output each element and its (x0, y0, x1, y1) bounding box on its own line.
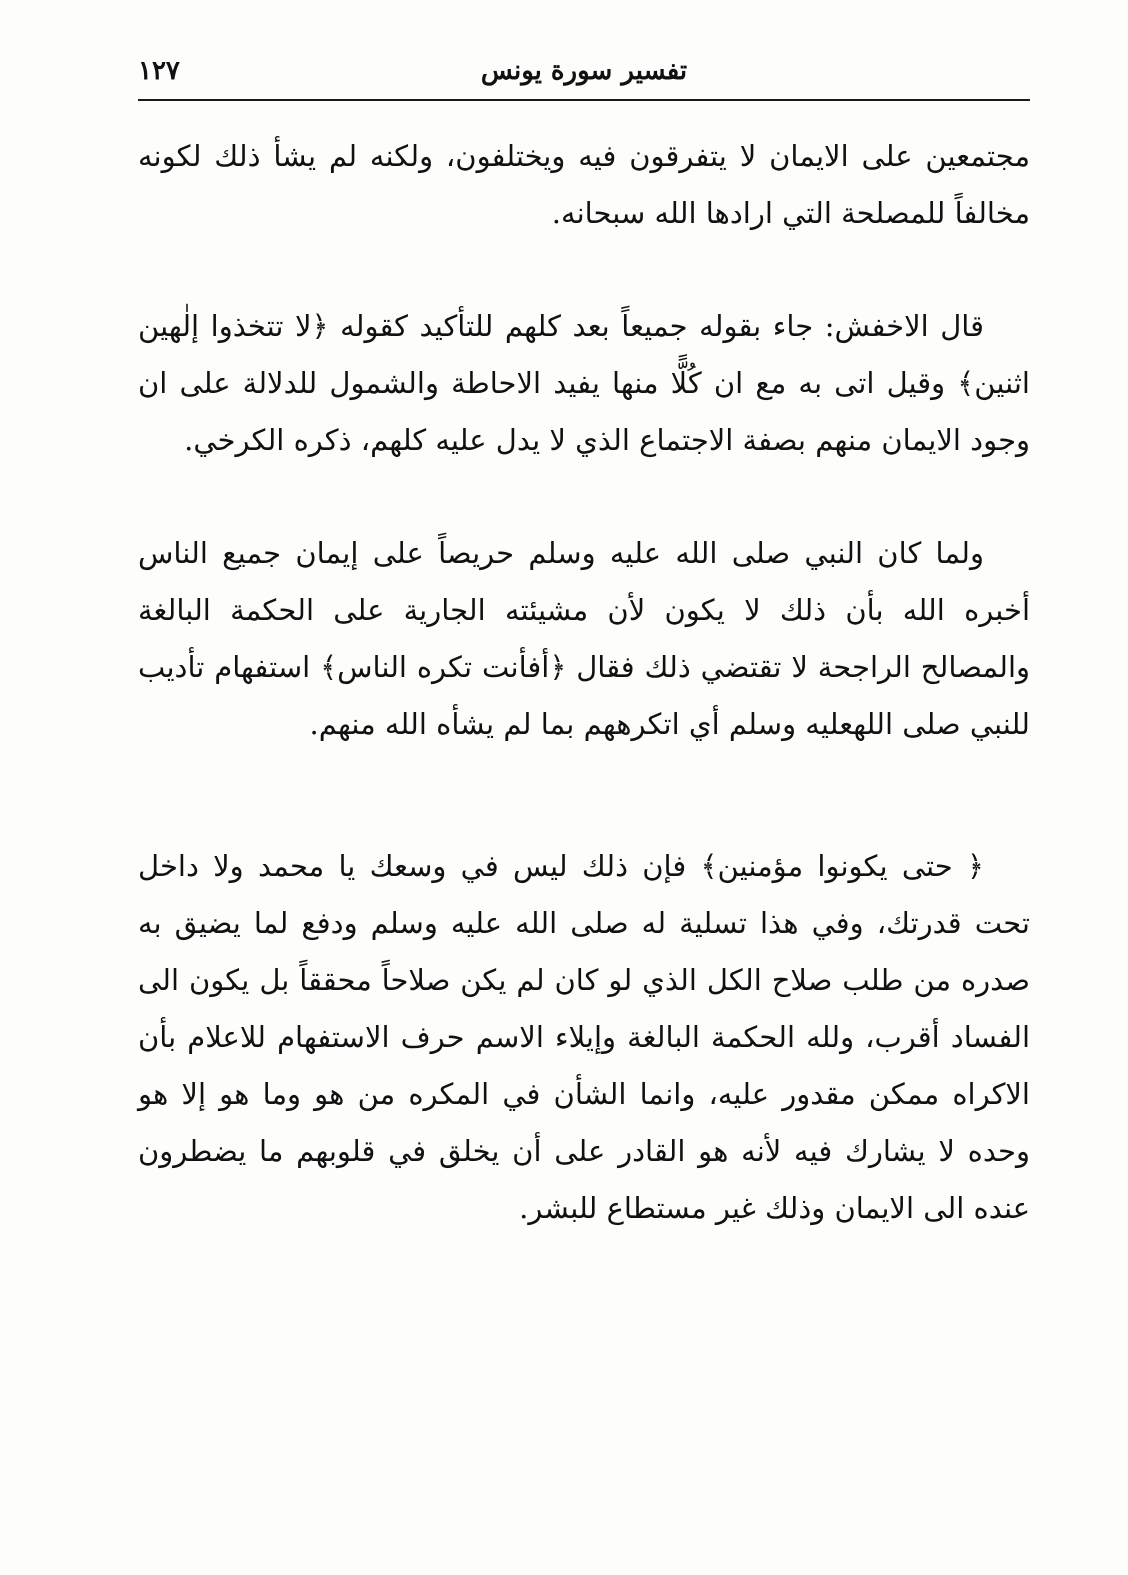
page-number: ١٢٧ (138, 56, 180, 86)
running-header (138, 52, 1030, 96)
paragraph-1: مجتمعين على الايمان لا يتفرقون فيه ويختلفون، ولكنه لم يشأ ذلك لكونه مخالفاً للمصلحة التي ارادها الله سبحانه. (138, 139, 1030, 230)
running-title: تفسير سورة يونس (480, 56, 688, 86)
paragraph-4: ﴿ حتى يكونوا مؤمنين﴾ فإن ذلك ليس في وسعك يا محمد ولا داخل تحت قدرتك، وفي هذا تسلية له صلى الله عليه وسلم ودفع لما يضيق به صدره من طلب صلاح الكل الذي لو كان لم يكن صلاحاً محققاً بل يكون الى الفساد أقرب، ولله الحكمة البالغة وإيلاء الاسم حرف الاستفهام للاعلام بأن الاكراه ممكن مقدور عليه، وانما الشأن في المكره من هو وما هو إلا هو وحده لا يشارك فيه لأنه هو القادر على أن يخلق في قلوبهم ما يضطرون عنده الى الايمان وذلك غير مستطاع للبشر. (138, 849, 1030, 1225)
header-rule (138, 99, 1030, 101)
paragraph-3: ولما كان النبي صلى الله عليه وسلم حريصاً على إيمان جميع الناس أخبره الله بأن ذلك لا يكون لأن مشيئته الجارية على الحكمة البالغة والمصالح الراجحة لا تقتضي ذلك فقال ﴿أفأنت تكره الناس﴾ استفهام تأديب للنبي صلى اللهعليه وسلم أي اتكرههم بما لم يشأه الله منهم. (138, 536, 1030, 741)
body-text (138, 128, 1030, 1237)
paragraph-2: قال الاخفش: جاء بقوله جميعاً بعد كلهم للتأكيد كقوله ﴿لا تتخذوا إلٰهين اثنين﴾ وقيل اتى به مع ان كُلًّا منها يفيد الاحاطة والشمول للدلالة على ان وجود الايمان منهم بصفة الاجتماع الذي لا يدل عليه كلهم، ذكره الكرخي. (138, 309, 1030, 457)
